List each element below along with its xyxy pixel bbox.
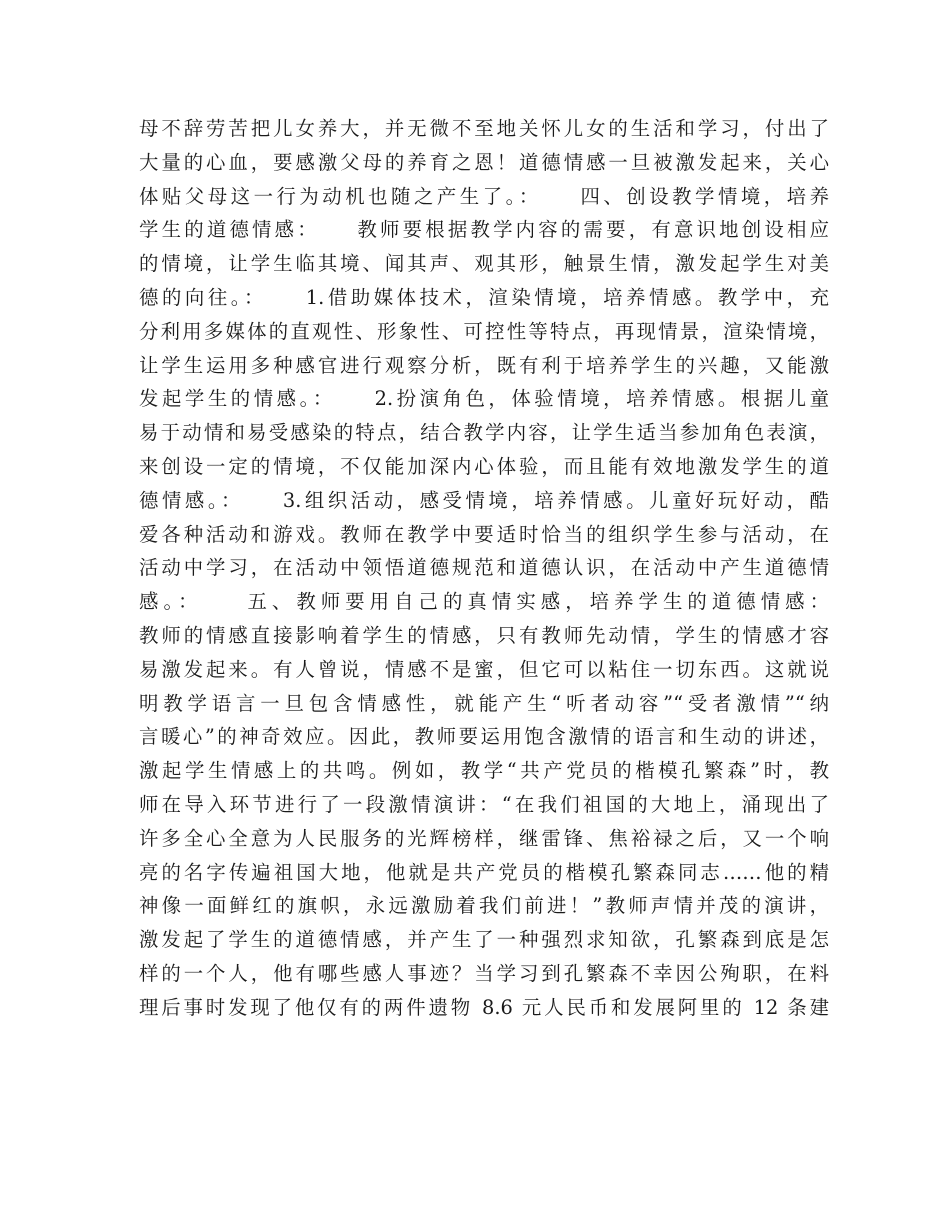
text-line: 易于动情和易受感染的特点，结合教学内容，让学生适当参加角色表演，: [139, 421, 829, 445]
text-line: 神像一面鲜红的旗帜，永远激励着我们前进！”教师声情并茂的演讲，: [139, 894, 829, 918]
body-text: [139, 112, 829, 1025]
text-line: 激起学生情感上的共鸣。例如，教学“共产党员的楷模孔繁森”时，教: [139, 759, 829, 783]
text-line: 爱各种活动和游戏。教师在教学中要适时恰当的组织学生参与活动，在: [139, 522, 829, 546]
text-line: 教师的情感直接影响着学生的情感，只有教师先动情，学生的情感才容: [139, 623, 829, 647]
text-line: 母不辞劳苦把儿女养大，并无微不至地关怀儿女的生活和学习，付出了: [139, 117, 829, 140]
text-line: 大量的心血，要感激父母的养育之恩！道德情感一旦被激发起来，关心: [139, 150, 829, 174]
text-line: 许多全心全意为人民服务的光辉榜样，继雷锋、焦裕禄之后，又一个响: [139, 826, 829, 850]
text-line: 活动中学习，在活动中领悟道德规范和道德认识，在活动中产生道德情: [139, 556, 829, 580]
text-line: 体贴父母这一行为动机也随之产生了。： 四、创设教学情境，培养: [139, 184, 829, 208]
text-line: 师在导入环节进行了一段激情演讲：“在我们祖国的大地上，涌现出了: [139, 792, 829, 816]
text-line: 亮的名字传遍祖国大地，他就是共产党员的楷模孔繁森同志……他的精: [139, 860, 829, 884]
text-line: 德情感。： 3.组织活动，感受情境，培养情感。儿童好玩好动，酷: [139, 488, 829, 512]
text-line: 学生的道德情感： 教师要根据教学内容的需要，有意识地创设相应: [139, 218, 829, 242]
text-line: 激发起了学生的道德情感，并产生了一种强烈求知欲，孔繁森到底是怎: [139, 928, 829, 952]
text-line: 易激发起来。有人曾说，情感不是蜜，但它可以粘住一切东西。这就说: [139, 657, 829, 681]
text-line: 感。： 五、教师要用自己的真情实感，培养学生的道德情感：: [139, 590, 829, 614]
text-line: 分利用多媒体的直观性、形象性、可控性等特点，再现情景，渲染情境，: [139, 319, 829, 343]
text-line: 明教学语言一旦包含情感性，就能产生“听者动容”“受者激情”“纳: [139, 691, 829, 715]
text-line: 让学生运用多种感官进行观察分析，既有利于培养学生的兴趣，又能激: [139, 353, 829, 377]
text-line: 德的向往。： 1.借助媒体技术，渲染情境，培养情感。教学中，充: [139, 285, 829, 309]
text-line: 的情境，让学生临其境、闻其声、观其形，触景生情，激发起学生对美: [139, 252, 829, 276]
text-line: 发起学生的情感。： 2.扮演角色，体验情境，培养情感。根据儿童: [139, 387, 829, 411]
text-line: 理后事时发现了他仅有的两件遗物 8.6 元人民币和发展阿里的 12 条建: [139, 995, 829, 1019]
text-line: 样的一个人，他有哪些感人事迹？当学习到孔繁森不幸因公殉职，在料: [139, 961, 829, 985]
text-line: 言暖心”的神奇效应。因此，教师要运用饱含激情的语言和生动的讲述，: [139, 725, 829, 749]
text-line: 来创设一定的情境，不仅能加深内心体验，而且能有效地激发学生的道: [139, 454, 829, 478]
